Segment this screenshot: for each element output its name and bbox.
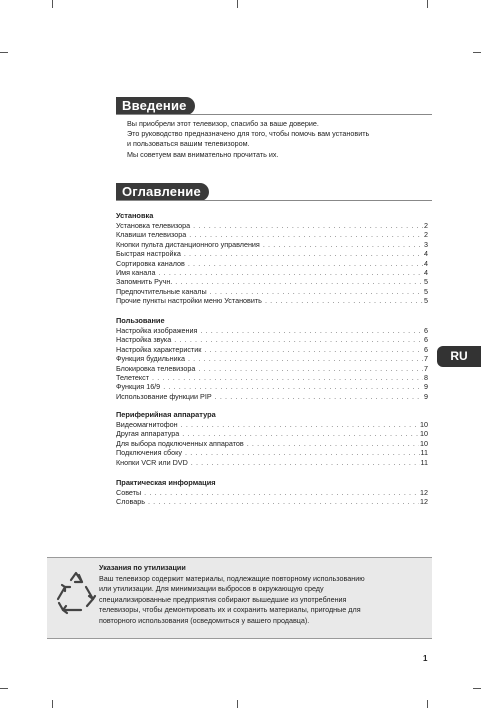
page-number: 1 [423,654,428,663]
toc-entry[interactable] [116,335,428,344]
crop-mark [52,0,53,8]
leader-dots [175,277,423,286]
crop-mark [473,52,481,53]
toc-entry-page: 4 [424,258,428,268]
toc-entry[interactable] [116,354,428,363]
toc-section-practical [116,478,428,507]
leader-dots [188,259,423,268]
toc-entry-label: Настройка изображения [116,326,198,335]
toc-entry-label: Словарь [116,497,145,507]
toc-entry-label: Функция 16/9 [116,382,161,392]
recycling-line: или утилизации. Для минимизации выбросов в окружающую среду [99,584,324,594]
toc-entry-label: Предпочтительные каналы [116,286,207,296]
toc-entry-page: 10 [420,420,428,429]
toc-entry-page: 5 [424,286,428,296]
toc-entry[interactable] [116,296,428,305]
toc-entry-page: 6 [424,344,428,354]
leader-dots [182,429,419,438]
toc-entry[interactable] [116,345,428,354]
recycling-line: телевизоры, чтобы демонтировать их и сохранить материалы, пригодные для [99,605,361,615]
toc-entry-label: Настройка характеристик [116,344,202,354]
toc-entry-page: 4 [424,249,428,259]
crop-mark [237,0,238,8]
toc-entry[interactable] [116,458,428,467]
toc-entry-page: 2 [424,230,428,240]
toc-section-title: Практическая информация [116,478,216,487]
toc-entry[interactable] [116,373,428,382]
toc-entry[interactable] [116,448,428,457]
toc-entry[interactable] [116,249,428,258]
toc-entry-label: Быстрая настройка [116,249,181,259]
leader-dots [158,268,423,277]
leader-dots [189,230,423,239]
toc-entry[interactable] [116,240,428,249]
toc-entry-label: Видеомагнитофон [116,420,178,429]
intro-line: Мы советуем вам внимательно прочитать их. [127,149,279,159]
leader-dots [184,249,423,258]
leader-dots [265,296,423,305]
leader-dots [263,240,423,249]
toc-entry-label: Подключения сбоку [116,448,182,458]
toc-entry-label: Использование функции PIP [116,391,212,401]
toc-entry-page: 12 [420,488,428,497]
toc-entry-label: Запомнить Ручн. [116,277,173,287]
leader-dots [198,364,423,373]
recycling-line: повторного использования (осведомиться у вашего продавца). [99,615,310,625]
toc-entry-page: 6 [424,326,428,335]
crop-mark [427,700,428,708]
recycling-title: Указания по утилизации [99,563,186,572]
toc-entry[interactable] [116,326,428,335]
intro-text [127,119,437,160]
toc-entry[interactable] [116,439,428,448]
toc-entry[interactable] [116,287,428,296]
toc-entry-label: Имя канала [116,267,156,277]
toc-entry[interactable] [116,382,428,391]
toc-entry-page: 2 [424,221,428,230]
toc-section-title: Установка [116,211,154,220]
toc-entry-label: Кнопки VCR или DVD [116,457,188,467]
toc-entry-page: 10 [420,438,428,448]
toc-entry[interactable] [116,497,428,506]
leader-dots [174,335,423,344]
toc-entry[interactable] [116,268,428,277]
toc-entry-page: 9 [424,382,428,392]
toc-entry-page: 8 [424,372,428,382]
toc-entry-page: 4 [424,267,428,277]
toc-section-setup [116,211,428,306]
leader-dots [181,420,419,429]
crop-mark [427,0,428,8]
toc-entry[interactable] [116,420,428,429]
toc-entry-page: 5 [424,296,428,306]
toc-entry[interactable] [116,221,428,230]
leader-dots [191,458,420,467]
toc-rule [116,200,432,201]
toc-entry-label: Кнопки пульта дистанционного управления [116,239,260,249]
leader-dots [200,326,423,335]
leader-dots [193,221,423,230]
leader-dots [163,382,423,391]
recycling-notice [47,557,432,639]
toc-heading: Оглавление [116,183,209,201]
toc-entry-label: Блокировка телевизора [116,363,196,373]
toc-entry-label: Телетекст [116,372,150,382]
recycling-line: Ваш телевизор содержит материалы, подлежащие повторному использованию [99,573,365,583]
leader-dots [188,354,423,363]
toc-entry-page: 9 [424,391,428,401]
crop-mark [473,688,481,689]
intro-line: Вы приобрели этот телевизор, спасибо за ваше доверие. [127,119,319,128]
intro-line: Это руководство предназначено для того, чтобы помочь вам установить [127,129,370,139]
toc-section-title: Пользование [116,316,165,325]
toc-section-title: Периферийная аппаратура [116,410,216,419]
toc-entry-label: Советы [116,488,142,497]
toc-entry-label: Для выбора подключенных аппаратов [116,438,244,448]
leader-dots [152,373,423,382]
toc-entry-page: 3 [424,239,428,249]
toc-entry-page: 5 [424,277,428,287]
crop-mark [52,700,53,708]
toc-entry[interactable] [116,230,428,239]
crop-mark [0,688,8,689]
leader-dots [210,287,423,296]
crop-mark [0,52,8,53]
recycle-icon [51,570,101,618]
toc-entry-page: 7 [424,363,428,373]
toc-entry-label: Настройка звука [116,335,172,345]
toc-entry-label: Прочие пункты настройки меню Установить [116,296,262,306]
intro-heading: Введение [116,97,195,115]
leader-dots [215,392,423,401]
toc-entry[interactable] [116,392,428,401]
toc-entry-page: 10 [420,429,428,439]
leader-dots [247,439,419,448]
toc-entry-label: Функция будильника [116,354,185,364]
toc-entry-label: Установка телевизора [116,221,191,230]
toc-entry-page: 11 [420,457,428,467]
language-tab: RU [437,346,481,367]
toc-section-usage [116,316,428,401]
leader-dots [204,345,423,354]
intro-line: и пользоваться вашим телевизором. [127,139,250,149]
leader-dots [148,497,419,506]
toc-entry-page: 11 [420,448,428,458]
toc-entry-label: Клавиши телевизора [116,230,187,240]
crop-mark [237,700,238,708]
recycling-line: специализированные предприятия собирают вышедшие из употребления [99,594,347,604]
toc-entry-page: 7 [424,354,428,364]
toc-entry-page: 12 [420,497,428,507]
leader-dots [144,488,419,497]
toc-entry-label: Сортировка каналов [116,258,185,268]
leader-dots [185,448,420,457]
toc-entry[interactable] [116,429,428,438]
toc-entry-label: Другая аппаратура [116,429,180,439]
toc-section-peripherals [116,410,428,467]
toc-entry-page: 6 [424,335,428,345]
toc-entry[interactable] [116,364,428,373]
intro-rule [116,114,432,115]
toc-entry[interactable] [116,259,428,268]
toc-entry[interactable] [116,488,428,497]
toc-entry[interactable] [116,277,428,286]
